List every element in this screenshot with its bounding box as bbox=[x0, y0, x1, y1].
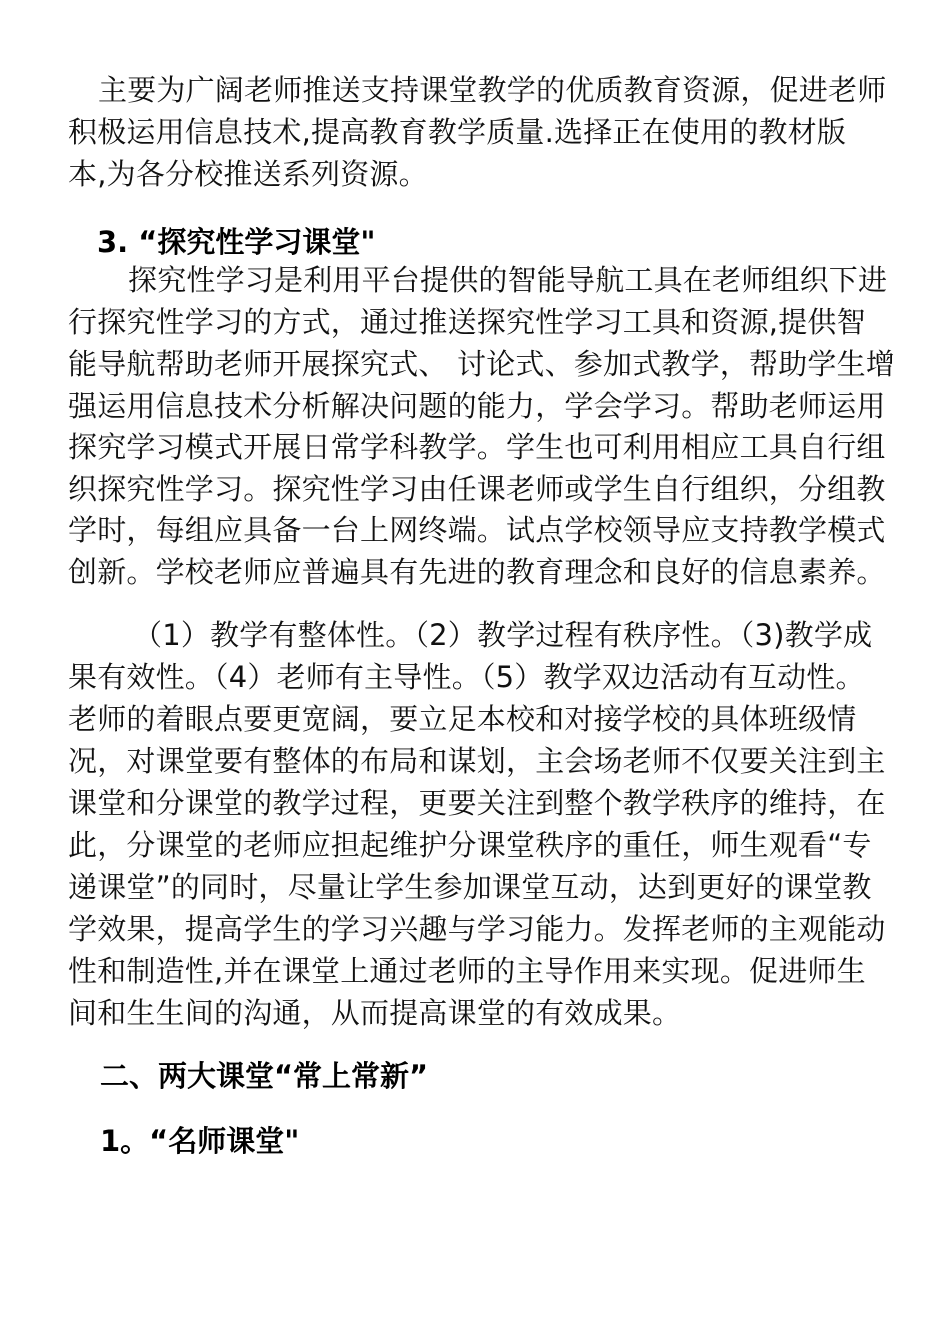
section-3-line-8: 创新。学校老师应普遍具有先进的教育理念和良好的信息素养。 bbox=[68, 555, 886, 589]
features-line-9: 性和制造性,并在课堂上通过老师的主导作用来实现。促进师生 bbox=[68, 954, 866, 988]
section-3-line-4: 强运用信息技术分析解决问题的能力，学会学习。帮助老师运用 bbox=[68, 389, 886, 423]
section-3-line-2: 行探究性学习的方式，通过推送探究性学习工具和资源,提供智 bbox=[68, 305, 866, 339]
features-line-6: 此，分课堂的老师应担起维护分课堂秩序的重任，师生观看“专 bbox=[68, 828, 872, 862]
section-two-heading: 二、两大课堂“常上常新” bbox=[100, 1059, 429, 1093]
section-two-1-heading: 1。“名师课堂" bbox=[100, 1124, 300, 1158]
features-line-2: 果有效性。（4）老师有主导性。（5）教学双边活动有互动性。 bbox=[68, 660, 865, 694]
section-3-heading: 3. “探究性学习课堂" bbox=[97, 225, 376, 259]
intro-line-3: 本,为各分校推送系列资源。 bbox=[68, 157, 428, 191]
section-3-line-1: 探究性学习是利用平台提供的智能导航工具在老师组织下进 bbox=[128, 263, 888, 297]
section-3-line-6: 织探究性学习。探究性学习由任课老师或学生自行组织，分组教 bbox=[68, 472, 886, 506]
features-line-4: 况，对课堂要有整体的布局和谋划，主会场老师不仅要关注到主 bbox=[68, 744, 886, 778]
section-3-line-3: 能导航帮助老师开展探究式、 讨论式、参加式教学，帮助学生增 bbox=[68, 347, 896, 381]
features-line-7: 递课堂”的同时，尽量让学生参加课堂互动，达到更好的课堂教 bbox=[68, 870, 872, 904]
features-line-3: 老师的着眼点要更宽阔，要立足本校和对接学校的具体班级情 bbox=[68, 702, 857, 736]
intro-line-2: 积极运用信息技术,提高教育教学质量.选择正在使用的教材版 bbox=[68, 115, 847, 149]
section-3-line-5: 探究学习模式开展日常学科教学。学生也可利用相应工具自行组 bbox=[68, 430, 886, 464]
intro-line-1: 主要为广阔老师推送支持课堂教学的优质教育资源，促进老师 bbox=[98, 73, 887, 107]
features-line-8: 学效果，提高学生的学习兴趣与学习能力。发挥老师的主观能动 bbox=[68, 912, 886, 946]
features-line-1: （1）教学有整体性。（2）教学过程有秩序性。（3)教学成 bbox=[133, 618, 873, 652]
features-line-5: 课堂和分课堂的教学过程，更要关注到整个教学秩序的维持，在 bbox=[68, 786, 886, 820]
features-line-10: 间和生生间的沟通，从而提高课堂的有效成果。 bbox=[68, 996, 682, 1030]
section-3-line-7: 学时，每组应具备一台上网终端。试点学校领导应支持教学模式 bbox=[68, 513, 886, 547]
